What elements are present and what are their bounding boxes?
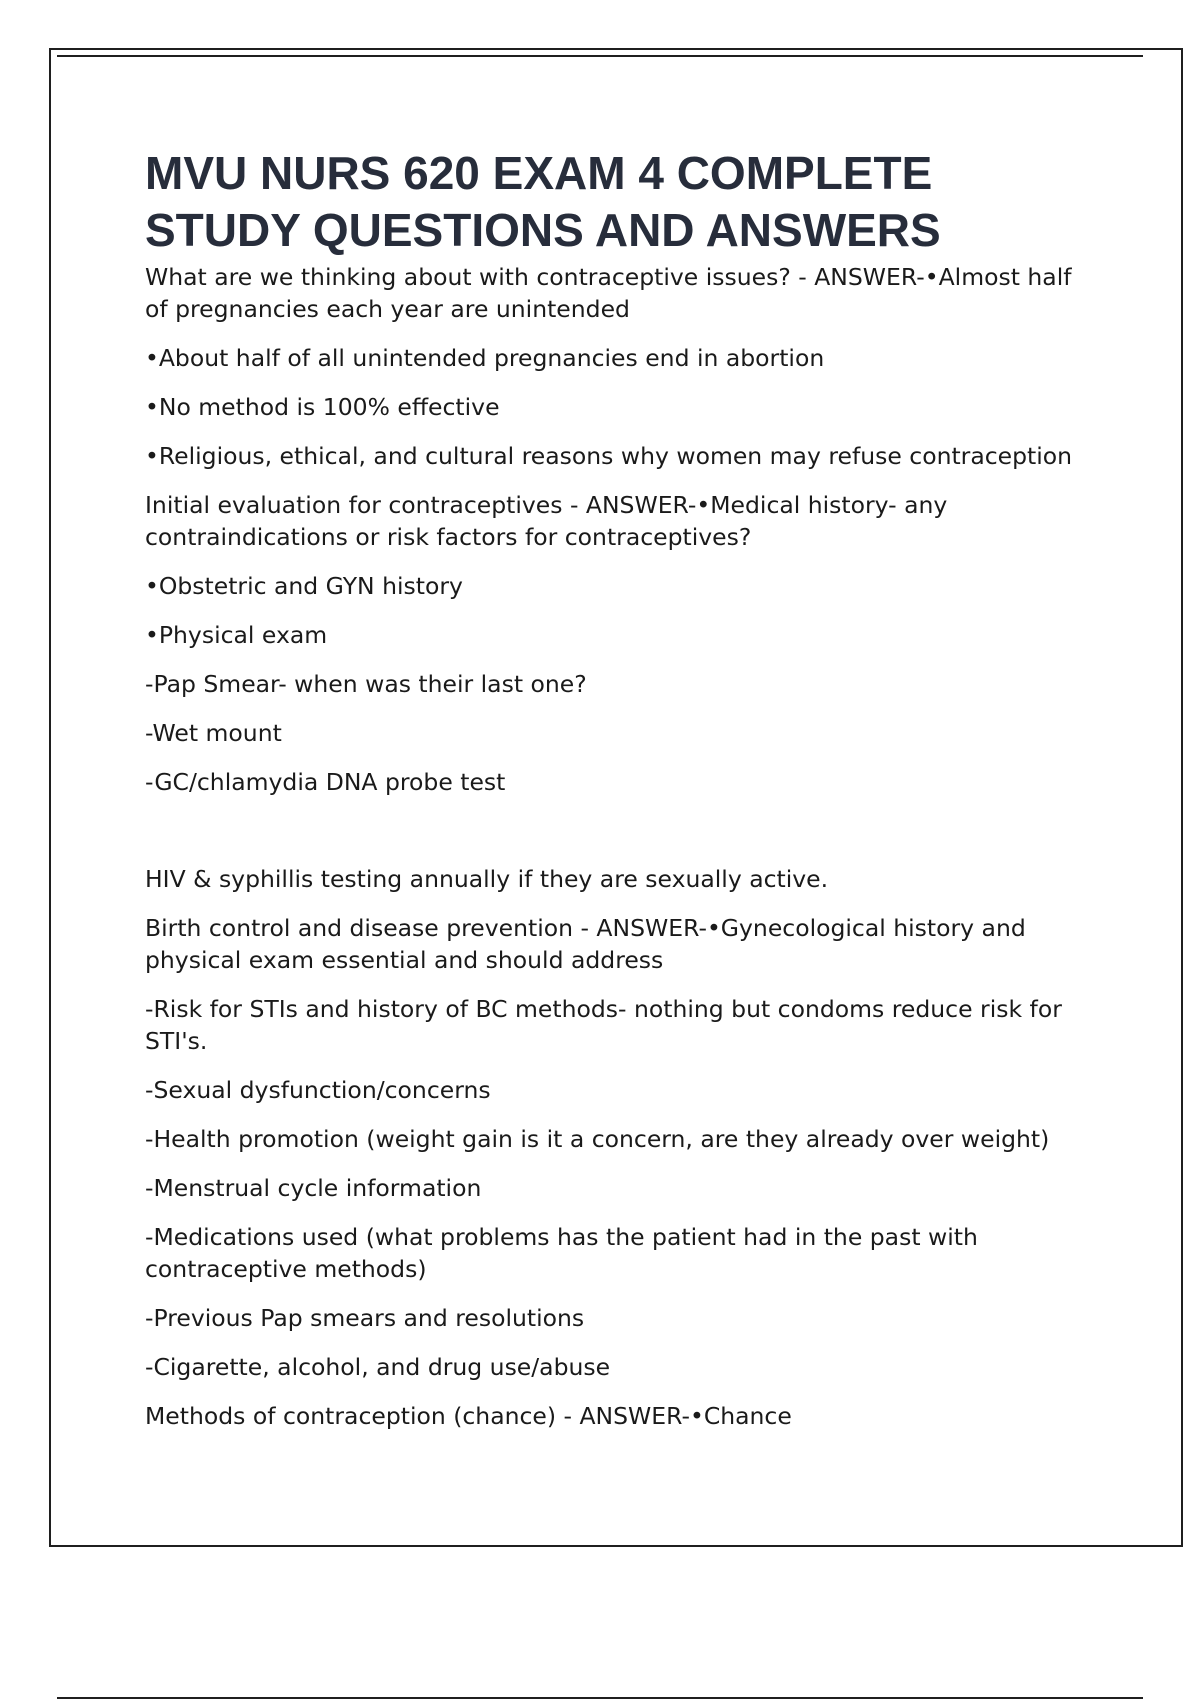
- paragraph: HIV & syphillis testing annually if they are sexually active.: [145, 865, 829, 893]
- paragraph: -Risk for STIs and history of BC methods- nothing but condoms reduce risk for STI's.: [145, 995, 1062, 1055]
- paragraph: -Cigarette, alcohol, and drug use/abuse: [145, 1353, 611, 1381]
- paragraph: •Obstetric and GYN history: [145, 572, 463, 600]
- paragraph: -Health promotion (weight gain is it a concern, are they already over weight): [145, 1125, 1050, 1153]
- document-title: MVU NURS 620 EXAM 4 COMPLETE STUDY QUESTIONS AND ANSWERS: [145, 147, 941, 256]
- paragraph: Initial evaluation for contraceptives - ANSWER-•Medical history- any contraindications or risk factors for contraceptives?: [145, 491, 948, 551]
- paragraph: •Physical exam: [145, 621, 328, 649]
- document-content: [145, 145, 1090, 1449]
- paragraph: Birth control and disease prevention - ANSWER-•Gynecological history and physical exam essential and should address: [145, 914, 1026, 974]
- blank-line: [145, 815, 1090, 863]
- paragraph: -Previous Pap smears and resolutions: [145, 1304, 585, 1332]
- paragraph: What are we thinking about with contraceptive issues? - ANSWER-•Almost half of pregnancies each year are unintended: [145, 263, 1072, 323]
- paragraph: -Medications used (what problems has the patient had in the past with contraceptive methods): [145, 1223, 978, 1283]
- paragraph: •Religious, ethical, and cultural reasons why women may refuse contraception: [145, 442, 1073, 470]
- bottom-rule: [57, 1697, 1143, 1699]
- paragraph: Methods of contraception (chance) - ANSWER-•Chance: [145, 1402, 792, 1430]
- paragraph: -Pap Smear- when was their last one?: [145, 670, 587, 698]
- paragraph: -Sexual dysfunction/concerns: [145, 1076, 491, 1104]
- paragraph: •About half of all unintended pregnancies end in abortion: [145, 344, 825, 372]
- paragraph: -Wet mount: [145, 719, 282, 747]
- paragraph-list: [145, 261, 1090, 1432]
- paragraph: -Menstrual cycle information: [145, 1174, 482, 1202]
- paragraph: •No method is 100% effective: [145, 393, 500, 421]
- paragraph: -GC/chlamydia DNA probe test: [145, 768, 506, 796]
